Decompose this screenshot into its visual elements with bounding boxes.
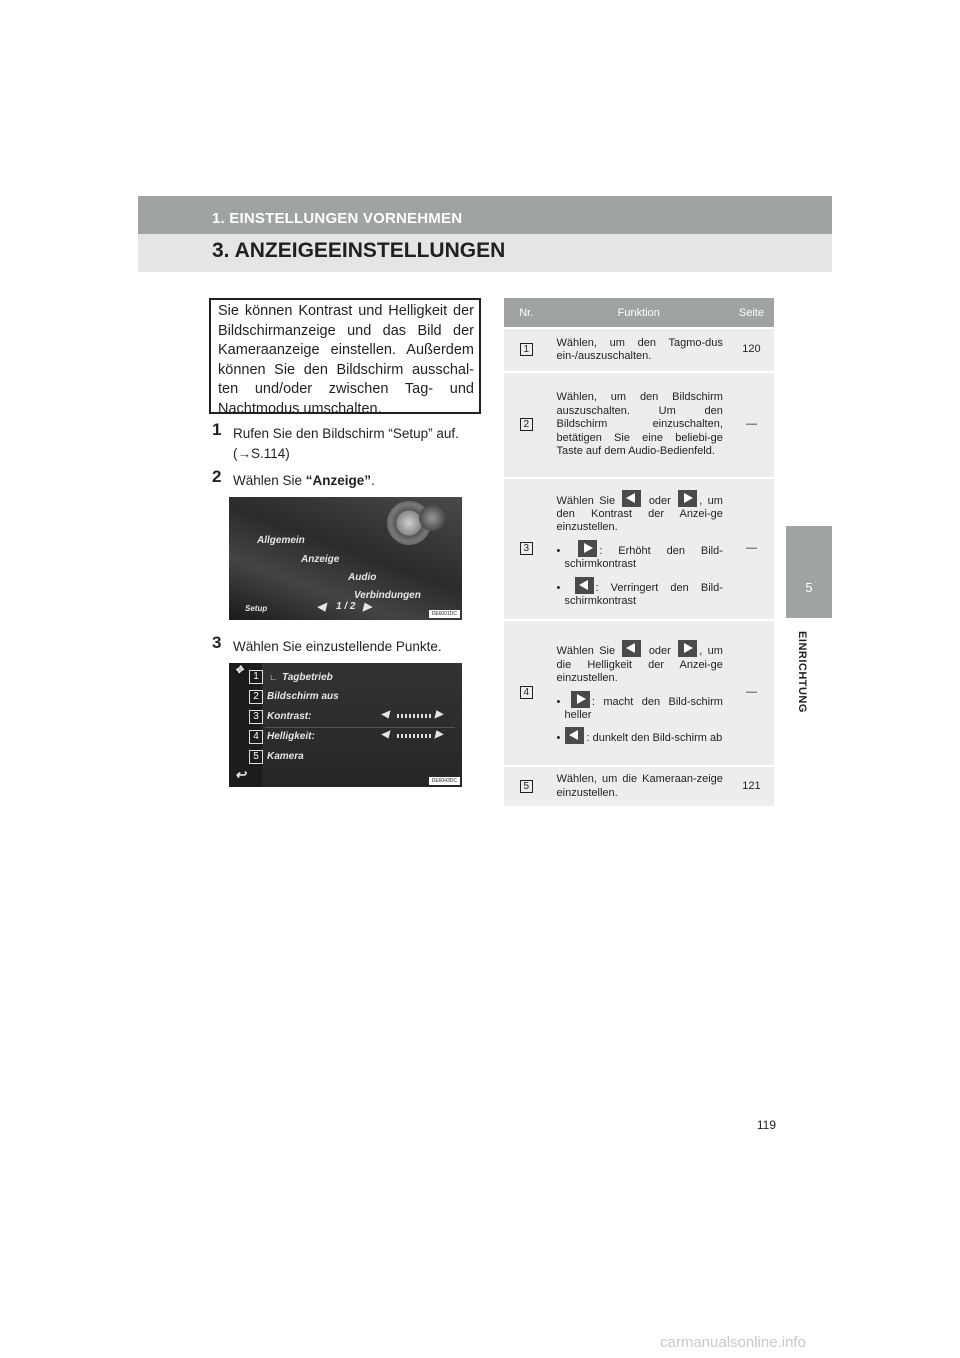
text-segment: oder	[648, 645, 671, 658]
menu-verbindungen: Verbindungen	[354, 590, 421, 601]
page-indicator: 1 / 2	[336, 601, 356, 612]
watermark: carmanualsonline.info	[660, 1334, 806, 1351]
brightness-scale	[397, 734, 433, 738]
chapter-number: 5	[805, 580, 813, 595]
left-arrow-icon	[622, 490, 641, 507]
step-number: 2	[212, 467, 222, 486]
divider	[265, 727, 455, 728]
option-tagbetrieb: Tagbetrieb	[282, 672, 333, 683]
function-table	[504, 298, 774, 806]
right-arrow-icon	[678, 640, 697, 657]
brightness-right-icon: ▶	[435, 729, 443, 740]
contrast-left-icon: ◀	[381, 709, 389, 720]
callout-3: 3	[249, 710, 263, 724]
row-page: —	[729, 478, 774, 620]
table-row	[504, 478, 774, 620]
text-segment: Wählen Sie	[556, 645, 616, 658]
bullet-text: : Verringert den Bild-schirmkontrast	[564, 581, 723, 608]
bullet-text: : macht den Bild-schirm heller	[564, 695, 723, 721]
row-number: 2	[520, 418, 533, 431]
text-segment: oder	[648, 494, 671, 507]
section-title: 1. EINSTELLUNGEN VORNEHMEN	[212, 210, 463, 227]
left-arrow-icon	[565, 727, 584, 744]
text-segment: um die Helligkeit der Anzei-ge einzustellen.	[556, 645, 723, 685]
row-number-cell	[504, 328, 549, 372]
header-funktion: Funktion	[549, 298, 729, 328]
bullet-darker: • : dunkelt den Bild-schirm ab	[557, 727, 723, 745]
step-number: 3	[212, 633, 222, 652]
page-number: 119	[756, 1118, 776, 1132]
text-segment: Wählen Sie	[556, 494, 616, 507]
bullet-increase: • : Erhöht den Bild-schirmkontrast	[557, 540, 723, 572]
back-icon: ↩	[235, 767, 246, 782]
row-page: —	[729, 372, 774, 478]
step-text: Wählen Sie einzustellende Punkte.	[233, 639, 442, 654]
callout-2: 2	[249, 690, 263, 704]
step-text-bold: “Anzeige”	[305, 473, 372, 488]
text-segment: um den Kontrast der Anzei-ge einzustellen.	[556, 494, 723, 534]
callout-5: 5	[249, 750, 263, 764]
table-header-row	[504, 298, 774, 328]
option-kontrast: Kontrast:	[267, 711, 312, 722]
setup-label: Setup	[245, 604, 268, 613]
table-row	[504, 372, 774, 478]
row-function: Wählen, um den Bildschirm auszuschalten. Um den Bildschirm einzuschalten, betätigen Sie eine beliebi-ge Taste auf dem Audio-Bedienfeld.	[549, 372, 729, 478]
table-row	[504, 620, 774, 766]
row-number: 1	[520, 343, 533, 356]
option-helligkeit: Helligkeit:	[267, 731, 315, 742]
right-arrow-icon	[571, 691, 590, 708]
row-function	[549, 620, 729, 766]
step-text	[233, 471, 375, 491]
menu-allgemein: Allgemein	[257, 535, 305, 546]
image-code: DE6001DC	[429, 610, 460, 618]
row-function: Wählen, um den Tagmo-dus ein-/auszuschalten.	[549, 328, 729, 372]
callout-4: 4	[249, 730, 263, 744]
row-number: 4	[520, 686, 533, 699]
row-number-cell	[504, 620, 549, 766]
row-number: 3	[520, 542, 533, 555]
table-row	[504, 328, 774, 372]
row-function: Wählen, um die Kameraan-zeige einzustellen.	[549, 766, 729, 806]
table-row	[504, 766, 774, 806]
menu-anzeige: Anzeige	[301, 554, 340, 565]
row-number: 5	[520, 780, 533, 793]
left-arrow-icon	[575, 577, 594, 594]
callout-1: 1	[249, 670, 263, 684]
step-reference: (→S.114)	[233, 446, 290, 461]
step-text-suffix: .	[371, 473, 375, 488]
row-number-cell	[504, 478, 549, 620]
row-function	[549, 478, 729, 620]
page-next-icon: ▶	[363, 601, 372, 613]
contrast-right-icon: ▶	[435, 709, 443, 720]
header-seite: Seite	[729, 298, 774, 328]
text-segment: ,	[699, 645, 703, 658]
settings-icon: ✥	[235, 665, 244, 676]
menu-audio: Audio	[348, 572, 377, 583]
setup-screen-image	[229, 497, 462, 620]
intro-box: Sie können Kontrast und Helligkeit der Bildschirmanzeige und das Bild der Kameraanzeige einstellen. Außerdem können Sie den Bildschirm ausschal-ten und/oder zwischen Tag- und Nachtmodus umschalten.	[209, 298, 481, 414]
right-arrow-icon	[578, 540, 597, 557]
chapter-label: EINRICHTUNG	[796, 631, 808, 713]
brightness-left-icon: ◀	[381, 729, 389, 740]
row-page: 120	[729, 328, 774, 372]
bullet-brighter: • : macht den Bild-schirm heller	[557, 691, 723, 723]
gear-small-icon	[419, 505, 445, 531]
option-kamera: Kamera	[267, 751, 304, 762]
step-text-prefix: Wählen Sie	[233, 473, 306, 488]
image-code: DE6043DC	[429, 777, 460, 785]
step-number: 1	[212, 420, 222, 439]
chapter-label-box	[787, 628, 811, 728]
header-nr: Nr.	[504, 298, 549, 328]
display-settings-image	[229, 663, 462, 787]
text-segment: ,	[699, 494, 703, 507]
row-page: —	[729, 620, 774, 766]
bullet-text: : Erhöht den Bild-schirmkontrast	[564, 544, 723, 571]
chapter-tab	[786, 526, 832, 618]
step-text: Rufen Sie den Bildschirm “Setup” auf.	[233, 426, 459, 441]
right-arrow-icon	[678, 490, 697, 507]
bullet-text: : dunkelt den Bild-schirm ab	[586, 732, 723, 745]
page-title-bar	[138, 234, 832, 272]
page-prev-icon: ◀	[317, 601, 326, 613]
page-title: 3. ANZEIGEEINSTELLUNGEN	[212, 239, 506, 262]
row-number-cell	[504, 372, 549, 478]
row-page: 121	[729, 766, 774, 806]
section-header-bar	[138, 196, 832, 234]
bullet-decrease: • : Verringert den Bild-schirmkontrast	[557, 577, 723, 609]
contrast-scale	[397, 714, 433, 718]
checkbox-icon: ∟	[269, 672, 278, 682]
option-bildschirm-aus: Bildschirm aus	[267, 691, 339, 702]
row-number-cell	[504, 766, 549, 806]
left-arrow-icon	[622, 640, 641, 657]
